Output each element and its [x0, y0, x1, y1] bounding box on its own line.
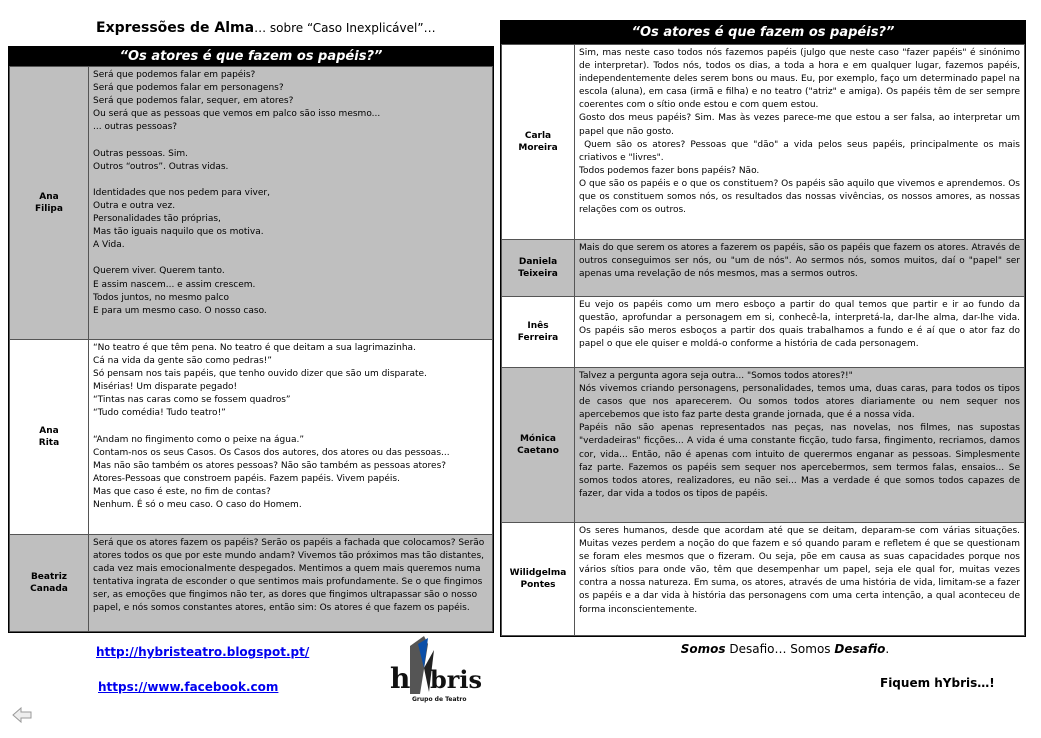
participant-name-line: Rita — [38, 438, 60, 448]
back-arrow-icon[interactable] — [12, 706, 32, 724]
participant-row — [502, 297, 1025, 368]
slogan — [650, 642, 920, 656]
participant-row — [10, 67, 493, 340]
participant-text-body: “No teatro é que têm pena. No teatro é que deitam a sua lagrimazinha. Cá na vida da gente são como pedras!” Só pensam nos tais papéis, que tenho ouvido dizer que são um disparate. Misérias! Um disparate pegado! “Tintas nas caras como se fossem quadros” “Tudo comédia! Tudo teatro!” “Andam no fingimento como o peixe na água.” Contam-nos os seus Casos. Os Casos dos autores, dos atores ou das pessoas... Mas não são também os atores pessoas? Não são também as pessoas atores? Atores-Pessoas que constroem papéis. Fazem papéis. Vivem papéis. Mas que caso é este, no fim de contas? Nenhum. É só o meu caso. O caso do Homem. — [93, 343, 450, 511]
participant-name-line: Ferreira — [517, 333, 559, 343]
participant-text — [575, 297, 1025, 368]
svg-text:bris: bris — [430, 665, 483, 694]
participant-name-line: Moreira — [518, 143, 558, 153]
participant-text — [89, 340, 493, 535]
logo-subtext: Grupo de Teatro — [412, 696, 467, 703]
participant-text — [575, 240, 1025, 297]
blog-link[interactable]: http://hybristeatro.blogspot.pt/ — [96, 645, 310, 659]
participant-row — [10, 535, 493, 632]
participant-row — [502, 523, 1025, 636]
document-title — [96, 20, 436, 36]
facebook-link[interactable]: https://www.facebook.com — [98, 680, 279, 694]
participant-name-line: Daniela — [518, 257, 558, 267]
participant-name-line: Inês — [527, 321, 549, 331]
slogan-part-1: Somos — [680, 642, 726, 656]
participant-text-body: Será que podemos falar em papéis? Será que podemos falar em personagens? Será que podemos falar, sequer, em atores? Ou será que as pessoas que vemos em palco são isso mesmo... ... outras pessoas? Outras pessoas. Sim. Outros “outros”. Outras vidas. Identidades que nos pedem para viver, Outra e outra vez. Personalidades tão próprias, Mas tão iguais naquilo que os motiva. A Vida. Querem viver. Querem tanto. E assim nascem... e assim crescem. Todos juntos, no mesmo palco E para um mesmo caso. O nosso caso. — [93, 70, 381, 316]
participant-text — [89, 535, 493, 632]
participant-name — [502, 45, 575, 240]
participant-name — [10, 67, 89, 340]
left-panel — [8, 46, 494, 633]
right-panel-header: “Os atores é que fazem os papéis?” — [501, 21, 1025, 44]
participant-row — [502, 45, 1025, 240]
slogan-part-3: Desafio — [834, 642, 886, 656]
left-table — [9, 66, 493, 632]
participant-name-line: Teixeira — [518, 269, 558, 279]
signoff: Fiquem hYbris…! — [880, 676, 995, 690]
participant-text-body: Os seres humanos, desde que acordam até que se deitam, deparam-se com várias situações. Muitas vezes perdem a noção do que fazem e só quando param e refletem é que se questionam se foram eles mesmos que o fizeram. Ou seja, põe em causa as suas capacidades porque nos vários sítios para onde vão, têm que desempenhar um papel, seja ele qual for, muitas vezes contra a nossa natureza. Em suma, os atores, através de uma história de vida, limitam-se a fazer os papéis e a dar vida à história das personagens com uma certa intenção, a qual aconteceu de forma inconscientemente. — [579, 526, 1023, 615]
right-table — [501, 44, 1025, 636]
participant-row — [502, 368, 1025, 523]
participant-name-line: Pontes — [520, 580, 556, 590]
participant-name-line: Carla — [524, 131, 552, 141]
participant-name — [10, 535, 89, 632]
participant-text-body: Eu vejo os papéis como um mero esboço a partir do qual temos que partir e ir ao fundo da questão, aprofundar a personagem em si, conhecê-la, interpretá-la, dar-lhe alma, dar-lhe vida. Os papéis são meros esboços a partir dos quais trabalhamos a fundo e é aí que o ator faz do papel o que ele quiser e moldá-o conforme a história de cada personagem. — [579, 300, 1023, 350]
right-panel — [500, 20, 1026, 637]
slogan-part-2: Desafio… Somos — [725, 642, 835, 656]
participant-name-line: Filipa — [35, 204, 63, 214]
participant-name-line: Ana — [39, 426, 59, 436]
participant-name-line: Beatriz — [30, 572, 68, 582]
participant-text — [89, 67, 493, 340]
slogan-part-4: . — [885, 642, 890, 656]
participant-text-body: Será que os atores fazem os papéis? Serão os papéis a fachada que colocamos? Serão atores todos os que por este mundo andam? Vivemos tão próximos mas tão distantes, cada vez mais emocionalmente despegados. Mentimos a quem mais queremos numa tentativa ingrata de esconder o que sentimos mais profundamente. Se o que fingimos ser, as emoções que fingimos não ter, as dores que fingimos ultrapassar são o nosso papel, e nós somos constantes atores, então sim: Os atores é que fazem os papéis. — [93, 538, 488, 614]
participant-name-line: Mónica — [519, 434, 557, 444]
hybris-logo — [388, 634, 488, 704]
participant-text-body: Talvez a pergunta agora seja outra... "Somos todos atores?!" Nós vivemos criando personagens, personalidades, temos uma, duas caras, para todos os tipos de casos que nos aparecerem. Ou somos todos atores diariamente ou nem sequer nos apercebemos que isto faz parte desta grande jornada, que é a nossa vida. Papéis não são apenas representados nas peças, nas novelas, nos filmes, nas supostas "verdadeiras" ficções... A vida é uma constante ficção, tudo farsa, fingimento, recriamos, damos cor, vida... Então, não é apenas com intuito de querermos enganar as pessoas. Simplesmente faz parte. Fazemos os papéis sem sequer nos apercebermos, sem termos falas, ensaios... Se somos todos atores, realizadores, eu não sei... Mas a verdade é que somos todos capazes de fazer, dar vida a todos os tipos de papéis. — [579, 371, 1020, 499]
participant-text — [575, 523, 1025, 636]
participant-name-line: Canada — [30, 584, 68, 594]
participant-name — [502, 297, 575, 368]
participant-text — [575, 368, 1025, 523]
participant-name — [502, 523, 575, 636]
participant-text-body: Sim, mas neste caso todos nós fazemos papéis (julgo que neste caso "fazer papéis" é sinónimo de interpretar). Todos nós, todos os dias, a toda a hora e em qualquer lugar, fazemos papéis, independentemente deles serem bons ou maus. Eu, por exemplo, faço um determinado papel na escola (aluna), em casa (irmã e filha) e no teatro ("atriz" e amiga). Os papéis têm de ser sempre coerentes com o sítio onde estou e com quem estou. Gosto dos meus papéis? Sim. Mas às vezes parece-me que estou a ser falsa, ao interpretar um papel que não gosto. Quem são os atores? Pessoas que "dão" a vida pelos seus papéis, principalmente os mais criativos e "livres". Todos podemos fazer bons papéis? Não. O que são os papéis e o que os constituem? Os papéis são aquilo que vivemos e aprendemos. Os que os constituem somos nós, os resultados das nossas vivências, os nossos amores, as nossas relações com os outros. — [579, 48, 1020, 216]
participant-name-line: Wilidgelma — [509, 568, 567, 578]
participant-row — [10, 340, 493, 535]
participant-name — [10, 340, 89, 535]
svg-text:h: h — [390, 662, 411, 695]
participant-name-line: Caetano — [517, 446, 559, 456]
title-sub: … sobre “Caso Inexplicável”… — [254, 21, 436, 35]
title-main: Expressões de Alma — [96, 20, 255, 36]
participant-name — [502, 240, 575, 297]
participant-text — [575, 45, 1025, 240]
participant-text-body: Mais do que serem os atores a fazerem os papéis, são os papéis que fazem os atores. Através de outros conseguimos ser nós, ou "um de nós". Ao sermos nós, somos muitos, daí o "papel" ser apenas uma revelação de nós mesmos, mas a sermos outros. — [579, 243, 1023, 280]
participant-row — [502, 240, 1025, 297]
participant-name-line: Ana — [39, 192, 59, 202]
participant-name — [502, 368, 575, 523]
left-panel-header: “Os atores é que fazem os papéis?” — [9, 47, 493, 66]
